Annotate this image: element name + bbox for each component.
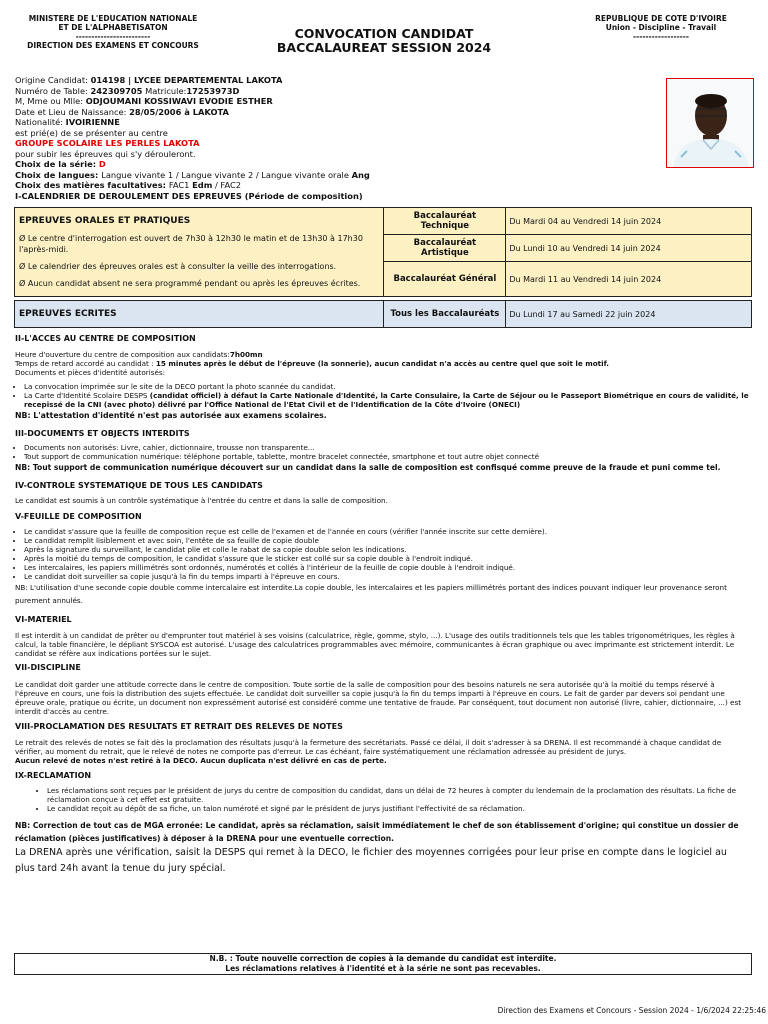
s2-item2-b: (candidat officiel) à défaut la Carte Nationale d'Identité, la Carte Consulaire, la Carte de Séjour ou le Passeport Biométrique en cours de validité, le recepissé de la CNI (avec photo) délivré par l'Office National de l'Etat Civil et de l'Identification de la Côte d'Ivoire (ONECI) [24,391,749,409]
s7-title: VII-DISCIPLINE [15,663,81,672]
table-label: Numéro de Table: [15,85,91,96]
birth-value: 28/05/2006 à LAKOTA [129,106,229,117]
ministry-line2: ET DE L'ALPHABETISATON [58,23,168,32]
page-title [240,27,528,55]
ministry-line3: DIRECTION DES EXAMENS ET CONCOURS [27,41,199,50]
s9-text: La DRENA après une vérification, saisit la DESPS qui remet à la DECO, le fichier des moyennes corrigées pour leur prise en compte dans le logiciel au plus tard 24h avant la tenue du jury spécial. [15,847,727,874]
calendar-title: I-CALENDRIER DE DEROULEMENT DES EPREUVES (Période de composition) [15,190,363,201]
dates-artistique: Du Lundi 10 au Vendredi 14 juin 2024 [506,235,752,262]
list-item: • Documents non autorisés: Livre, cahier, dictionnaire, trousse non transparente... [24,443,749,452]
s2-late-label: Temps de retard accordé au candidat : [15,359,156,368]
optional-value: Edm [192,180,213,190]
origin-value: 014198 | LYCEE DEPARTEMENTAL LAKOTA [90,75,283,85]
matricule-label: Matricule: [142,85,187,96]
instructions-body [15,334,749,877]
lang-label: Choix de langues: [15,169,102,180]
s9-list [15,786,749,813]
s5-list [15,527,749,581]
portrait-image [667,79,753,167]
list-item: • Le candidat s'assure que la feuille de composition reçue est celle de l'examen et de l'année en cours (vérifier l'année inscrite sur cette dernière). [24,527,749,536]
list-item: • Tout support de communication numérique: téléphone portable, tablette, montre bracelet connectée, smartphone et tout autre objet connecté [24,452,749,461]
list-item: • Le candidat doit surveiller sa copie jusqu'à la fin du temps imparti à l'épreuve en cours. [24,572,749,581]
list-item: • Le candidat reçoit au dépôt de sa fiche, un talon numéroté et signé par le président de jurys justifiant l'effectivité de sa réclamation. [47,804,749,813]
oral-note-calendar: Ø Le calendrier des épreuves orales est à consulter la veille des interrogations. [19,261,337,271]
list-item [24,391,749,409]
s9-title: IX-RECLAMATION [15,771,92,780]
undergo-text: pour subir les épreuves qui s'y dérouleront. [15,148,196,159]
s2-title: II-L'ACCES AU CENTRE DE COMPOSITION [15,334,196,343]
series-label: Choix de la série: [15,159,99,169]
schedule-row [15,208,752,235]
dates-general: Du Mardi 11 au Vendredi 14 juin 2024 [506,262,752,297]
list-item: • Le candidat remplit lisiblement et avec soin, l'entête de sa feuille de copie double [24,536,749,545]
list-item: • Les réclamations sont reçues par le président de jurys du centre de composition du candidat, dans un délai de 72 heures à compter du lendemain de la proclamation des résultats. La fiche de réclamation conçue à cet effet est gratuite. [47,786,749,804]
invite-text: est prié(e) de se présenter au centre [15,127,168,138]
lang-text: Langue vivante 1 / Langue vivante 2 / Langue vivante orale [101,169,352,180]
s2-docs-list [15,382,749,409]
ministry-rule: ------------------------ [75,32,151,41]
list-item: • Les intercalaires, les papiers millimétrés sont ordonnés, numérotés et collés à l'intérieur de la feuille de copie double à l'endroit indiqué. [24,563,749,572]
candidate-info [15,75,675,201]
s2-nb: NB: L'attestation d'identité n'est pas autorisée aux examens scolaires. [15,411,327,420]
s2-docs-label: Documents et pièces d'identité autorisés: [15,368,166,377]
s3-list [15,443,749,461]
republic-line2: Union - Discipline - Travail [605,23,717,32]
title-line2: BACCALAUREAT SESSION 2024 [276,40,492,55]
oral-note-absent: Ø Aucun candidat absent ne sera programmé pendant ou après les épreuves écrites. [19,278,361,288]
series-value: D [98,159,106,169]
written-exams-title: EPREUVES ECRITES [19,309,117,319]
s3-title: III-DOCUMENTS ET OBJECTS INTERDITS [15,429,190,438]
s2-hour-value: 7h00mn [229,350,263,359]
s2-hour-label: Heure d'ouverture du centre de composition aux candidats: [15,350,230,359]
origin-label: Origine Candidat: [15,75,91,85]
s5-nb: NB: L'utilisation d'une seconde copie double comme intercalaire est interdite.La copie double, les intercalaires et les papiers millimétrés portant des indices pouvant indiquer leur provenance seront purement annulés. [15,583,727,605]
republic-rule: ------------------ [632,32,690,41]
name-label: M, Mme ou Mlle: [15,96,86,106]
nationality-value: IVOIRIENNE [65,117,120,127]
optional-fac1: FAC1 [168,180,193,190]
nb-notice-box [14,953,752,975]
ministry-line1: MINISTERE DE L'EDUCATION NATIONALE [28,14,198,23]
list-item: • La convocation imprimée sur le site de la DECO portant la photo scannée du candidat. [24,382,749,391]
candidate-photo [666,78,754,168]
s4-title: IV-CONTROLE SYSTEMATIQUE DE TOUS LES CANDIDATS [15,481,263,490]
s8-title: VIII-PROCLAMATION DES RESULTATS ET RETRAIT DES RELEVES DE NOTES [15,722,343,731]
s5-title: V-FEUILLE DE COMPOSITION [15,512,142,521]
lang-value: Ang [351,169,370,180]
list-item: • Après la moitié du temps de composition, le candidat s'assure que le sticker est collé sur sa copie double à l'endroit indiqué. [24,554,749,563]
bac-artistique: Baccalauréat Artistique [384,235,506,262]
bac-technique: Baccalauréat Technique [384,208,506,235]
oral-exams-cell [15,208,384,297]
oral-note-hours: Ø Le centre d'interrogation est ouvert de 7h30 à 12h30 le matin et de 13h30 à 17h30 l'après-midi. [19,233,363,254]
birth-label: Date et Lieu de Naissance: [15,106,130,117]
name-value: ODJOUMANI KOSSIWAVI EVODIE ESTHER [85,96,273,106]
s9-nb: NB: Correction de tout cas de MGA erronée: Le candidat, après sa réclamation, saisit immédiatement le chef de son établissement d'origine; qui constitue un dossier de réclamation (pièces justificatives) à déposer à la DRENA pour une eventuelle correction. [15,821,739,843]
s6-title: VI-MATERIEL [15,615,72,624]
optional-label: Choix des matières facultatives: [15,180,169,190]
written-exams-cell [15,301,384,328]
ministry-header [14,14,212,50]
dates-technique: Du Mardi 04 au Vendredi 14 juin 2024 [506,208,752,235]
oral-exams-title: EPREUVES ORALES ET PRATIQUES [19,215,191,226]
nationality-label: Nationalité: [15,117,66,127]
page-footer: Direction des Examens et Concours - Session 2024 - 1/6/2024 22:25:46 [497,1006,766,1015]
bac-general: Baccalauréat Général [384,262,506,297]
exam-center: GROUPE SCOLAIRE LES PERLES LAKOTA [15,138,200,148]
s4-text: Le candidat est soumis à un contrôle systématique à l'entrée du centre et dans la salle de composition. [15,496,388,505]
exam-schedule-table [14,207,752,328]
dates-written: Du Lundi 17 au Samedi 22 juin 2024 [506,301,752,328]
list-item: • Après la signature du surveillant, le candidat plie et colle le rabat de sa copie double selon les indications. [24,545,749,554]
republic-line1: REPUBLIQUE DE COTE D'IVOIRE [595,14,727,23]
table-value: 242309705 [90,85,143,96]
matricule-value: 17253973D [186,85,240,96]
s8-bold: Aucun relevé de notes n'est retiré à la DECO. Aucun duplicata n'est délivré en cas de perte. [15,756,387,765]
bac-all: Tous les Baccalauréats [384,301,506,328]
schedule-row [15,301,752,328]
s8-text: Le retrait des relevés de notes se fait dès la proclamation des résultats jusqu'à la fermeture des secrétariats. Passé ce délai, il doit s'adresser à sa DRENA. Il est recommandé à chaque candidat de vérifier, au moment du retrait, que le relevé de notes ne comporte pas d'erreur. Le cas échéant, faire systématiquement une réclamation adressée au président de jurys. [15,738,722,756]
optional-fac2: / FAC2 [212,180,242,190]
nb-line2: Les réclamations relatives à l'identité et à la série ne sont pas recevables. [225,964,541,973]
title-line1: CONVOCATION CANDIDAT [294,26,474,41]
nb-line1: N.B. : Toute nouvelle correction de copies à la demande du candidat est interdite. [209,954,557,963]
s7-text: Le candidat doit garder une attitude correcte dans le centre de composition. Toute sortie de la salle de composition pour des besoins naturels ne sera autorisée qu'à la moitié du temps réservé à l'épreuve en cours, une fois la distribution des sujets effectuée. Le candidat doit surveiller sa copie jusqu'à la fin du temps imparti à l'épreuve en cours. Le fait de garder par devers soi pendant une épreuve orale, pratique ou écrite, un document non expressément autorisé est considéré comme une tentative de fraude. Par conséquent, tout document non autorisé (livre, cahier, dictionnaire, ...) est interdit d'accès au centre. [15,680,742,716]
republic-header [574,14,748,41]
s6-text: Il est interdit à un candidat de prêter ou d'emprunter tout matériel à ses voisins (calculatrice, règle, gomme, stylo, ...). L'usage des outils traditionnels tels que les tables trigonométriques, les règles à calcul, la table financière, le dépliant SYSCOA est autorisé. L'usage des calculatrices programmables avec mémoire, communicantes à écran graphique ou avec imprimante est strictement interdit. Le candidat se réfère aux indications portées sur le sujet. [15,631,735,658]
s2-late-value: 15 minutes après le début de l'épreuve (la sonnerie), aucun candidat n'a accès au centre quel que soit le motif. [155,359,610,368]
s2-item2-a: La Carte d'Identité Scolaire DESPS [24,391,150,400]
s3-nb: NB: Tout support de communication numérique découvert sur un candidat dans la salle de composition est confisqué comme preuve de la fraude et puni comme tel. [15,463,721,472]
